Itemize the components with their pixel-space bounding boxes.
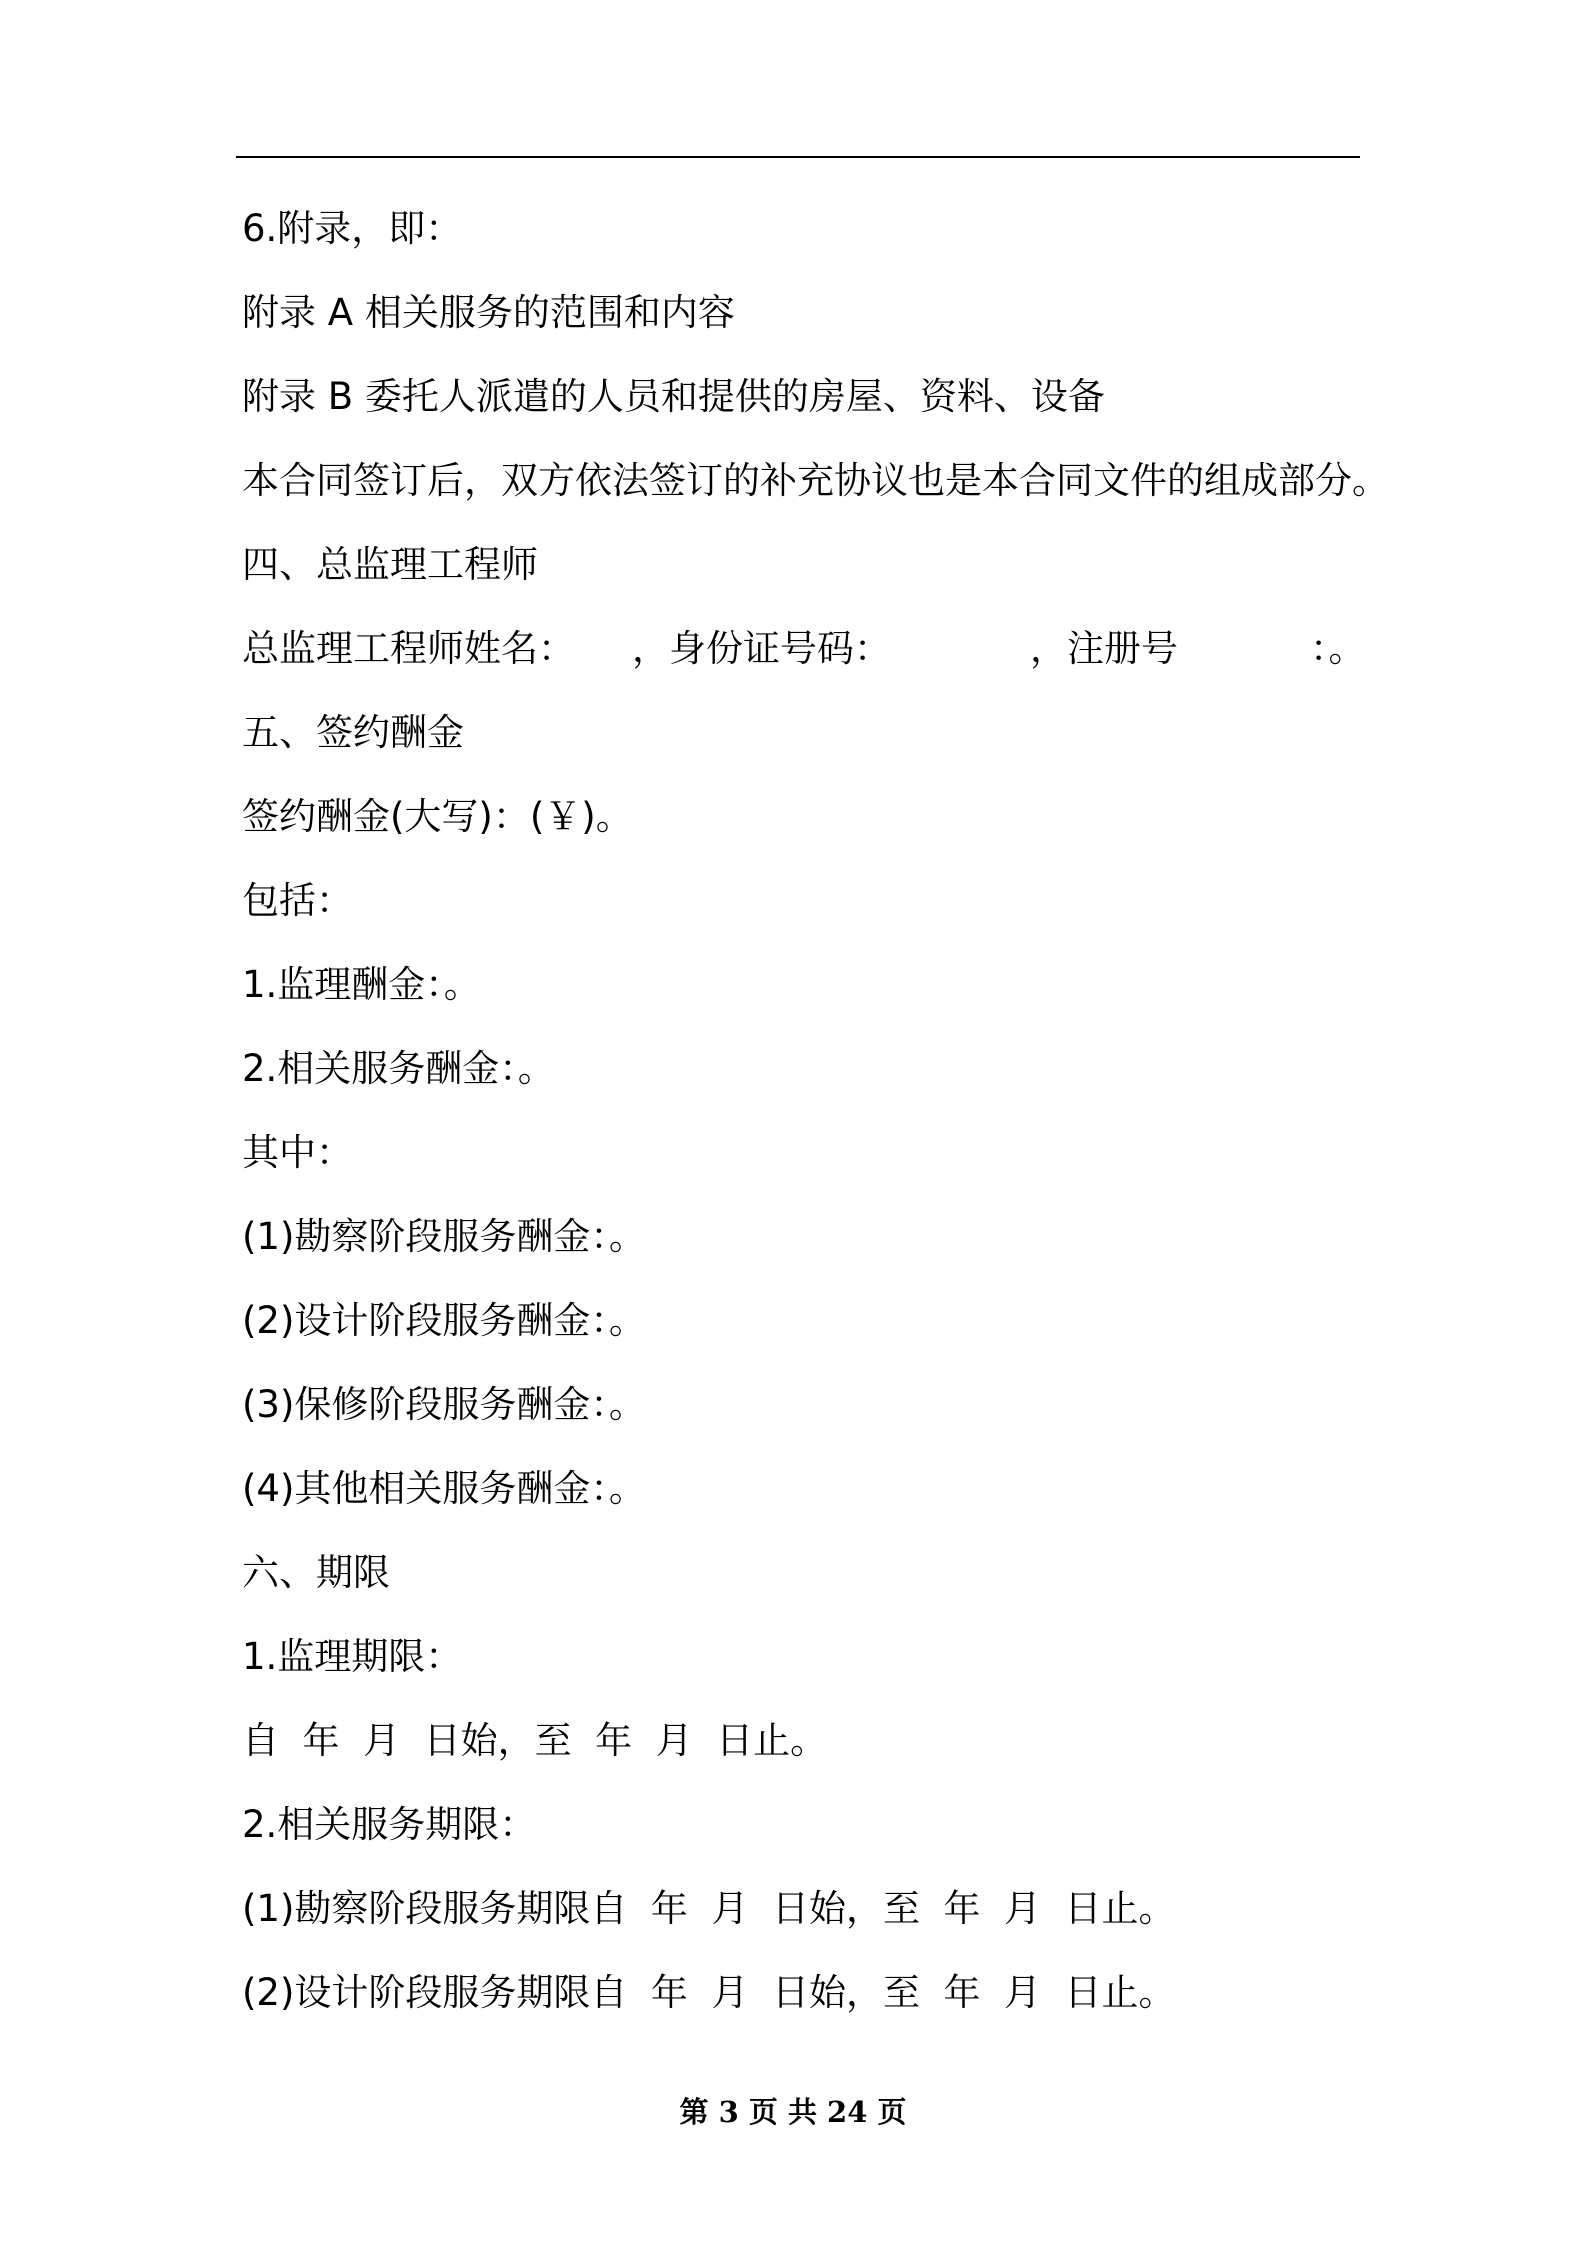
survey-period-dates: (1)勘察阶段服务期限自 年 月 日始，至 年 月 日止。 xyxy=(242,1887,1176,1930)
design-period-dates: (2)设计阶段服务期限自 年 月 日始，至 年 月 日止。 xyxy=(242,1971,1176,2014)
section-six-heading: 六、期限 xyxy=(242,1551,390,1594)
fee-warranty-stage: (3)保修阶段服务酬金：。 xyxy=(242,1383,646,1426)
fee-supervision: 1.监理酬金：。 xyxy=(242,963,481,1006)
supervision-period-label: 1.监理期限： xyxy=(242,1635,463,1678)
appendix-heading: 6.附录，即： xyxy=(242,207,463,250)
related-period-label: 2.相关服务期限： xyxy=(242,1803,537,1846)
director-id-label: ，身份证号码： xyxy=(632,627,891,670)
fee-related-services: 2.相关服务酬金：。 xyxy=(242,1047,555,1090)
fee-survey-stage: (1)勘察阶段服务酬金：。 xyxy=(242,1215,646,1258)
section-five-heading: 五、签约酬金 xyxy=(242,711,464,754)
supervision-period-dates: 自 年 月 日始，至 年 月 日止。 xyxy=(242,1719,828,1762)
fee-design-stage: (2)设计阶段服务酬金：。 xyxy=(242,1299,646,1342)
appendix-b: 附录 B 委托人派遣的人员和提供的房屋、资料、设备 xyxy=(242,375,1105,418)
fee-includes: 包括： xyxy=(242,879,353,922)
director-info-line xyxy=(242,616,1402,700)
appendix-a: 附录 A 相关服务的范围和内容 xyxy=(242,291,735,334)
header-rule xyxy=(236,156,1360,158)
page-footer: 第 3 页 共 24 页 xyxy=(679,2095,907,2129)
section-four-heading: 四、总监理工程师 xyxy=(242,543,538,586)
fee-other-services: (4)其他相关服务酬金：。 xyxy=(242,1467,646,1510)
fee-among: 其中： xyxy=(242,1131,353,1174)
director-reg-end: ：。 xyxy=(1310,627,1366,670)
fee-total: 签约酬金(大写)：(￥)。 xyxy=(242,795,633,838)
supplement-clause: 本合同签订后，双方依法签订的补充协议也是本合同文件的组成部分。 xyxy=(242,459,1389,502)
director-reg-label: ，注册号 xyxy=(1030,627,1178,670)
document-body xyxy=(242,196,1402,2044)
director-name-label: 总监理工程师姓名： xyxy=(242,627,575,670)
